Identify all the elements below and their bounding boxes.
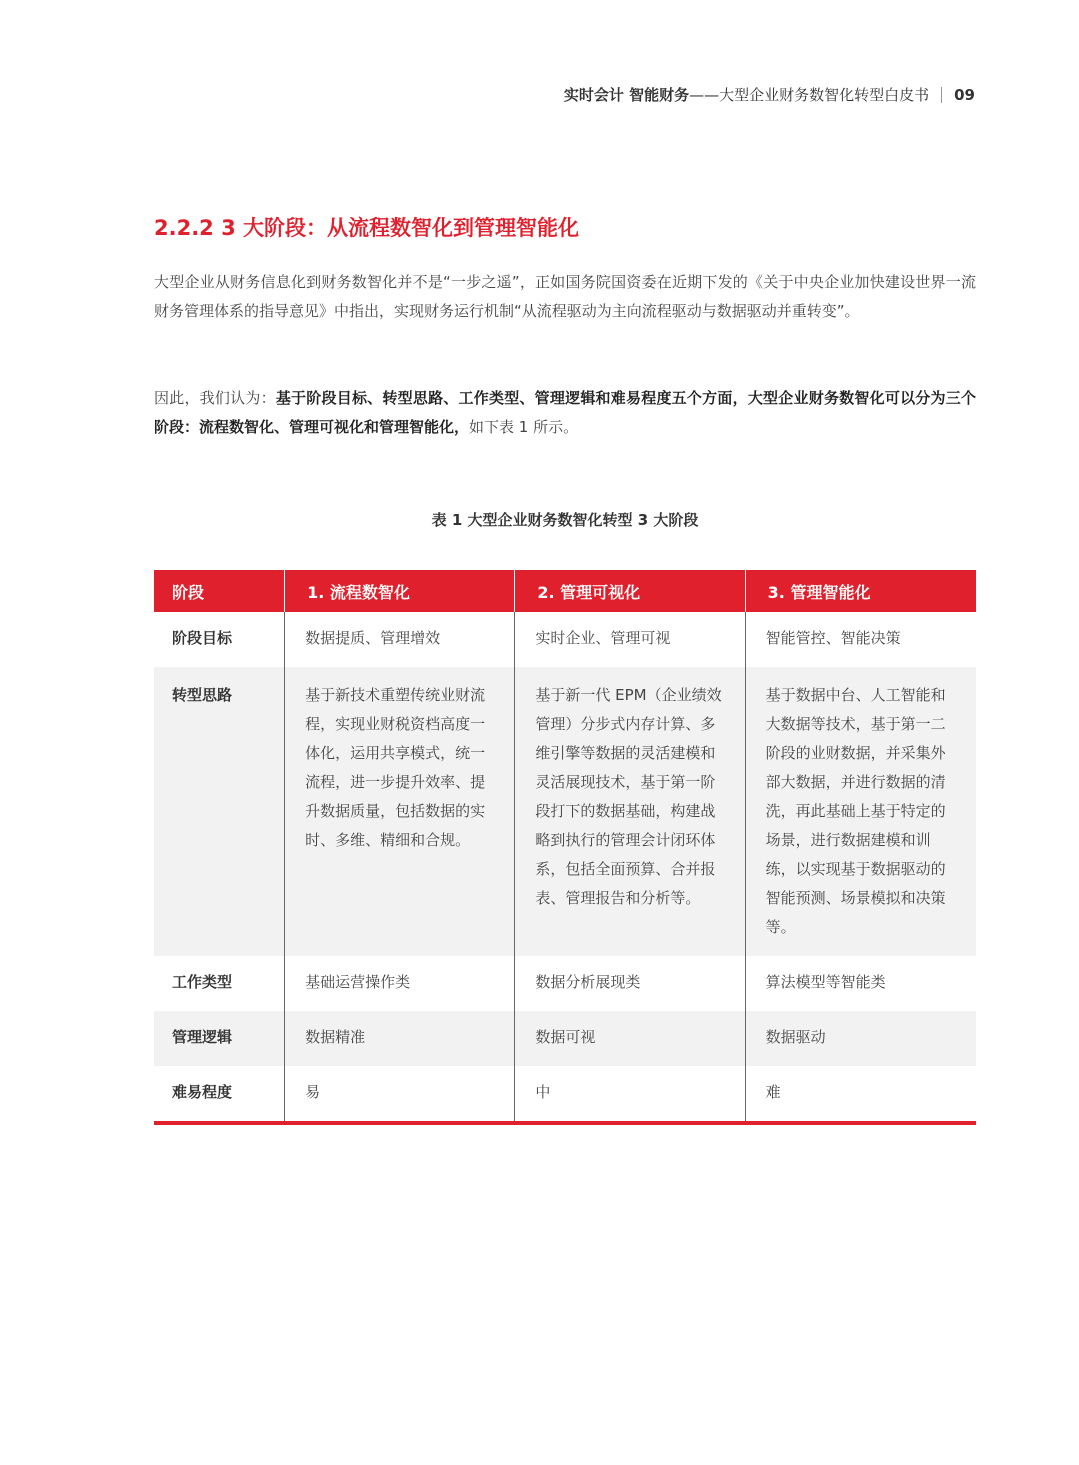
- table-header-row: [154, 570, 976, 612]
- header-process: 1. 流程数智化: [285, 570, 515, 612]
- table-cell: 数据可视: [515, 1011, 745, 1066]
- table-cell: 基于数据中台、人工智能和大数据等技术，基于第一二阶段的业财数据，并采集外部大数据，并进行数据的清洗，再此基础上基于特定的场景，进行数据建模和训练，以实现基于数据驱动的智能预测、场景模拟和决策等。: [745, 667, 976, 956]
- conclusion-suffix: 如下表 1 所示。: [469, 418, 579, 436]
- table-row: [154, 612, 976, 667]
- table-cell: 数据分析展现类: [515, 956, 745, 1011]
- header-title-rest: ——大型企业财务数智化转型白皮书: [689, 86, 930, 104]
- stages-table: [154, 570, 976, 1125]
- conclusion-prefix: 因此，我们认为：: [154, 389, 276, 407]
- table-cell: 中: [515, 1066, 745, 1123]
- row-label: 难易程度: [172, 1083, 233, 1101]
- row-label: 管理逻辑: [154, 1011, 285, 1066]
- table-cell: 数据驱动: [745, 1011, 976, 1066]
- table-cell: 易: [285, 1066, 515, 1123]
- row-label: 工作类型: [172, 973, 233, 991]
- header-visualization: 2. 管理可视化: [515, 570, 745, 612]
- table-cell: 数据精准: [285, 1011, 515, 1066]
- table-cell: 难: [745, 1066, 976, 1123]
- table-cell: 数据提质、管理增效: [285, 612, 515, 667]
- page-number: 09: [954, 86, 975, 104]
- conclusion-bold: 基于阶段目标、转型思路、工作类型、管理逻辑和难易程度五个方面，大型企业财务数智化可以分为三个阶段：流程数智化、管理可视化和管理智能化，: [154, 389, 976, 436]
- table-cell: 基础运营操作类: [285, 956, 515, 1011]
- header-intelligence: 3. 管理智能化: [745, 570, 976, 612]
- page-header: [564, 84, 975, 105]
- table-cell: 基于新一代 EPM（企业绩效管理）分步式内存计算、多维引擎等数据的灵活建模和灵活展现技术，基于第一阶段打下的数据基础，构建战略到执行的管理会计闭环体系，包括全面预算、合并报表、管理报告和分析等。: [515, 667, 745, 956]
- conclusion-paragraph: [154, 384, 976, 442]
- intro-paragraph: 大型企业从财务信息化到财务数智化并不是“一步之遥”，正如国务院国资委在近期下发的《关于中央企业加快建设世界一流财务管理体系的指导意见》中指出，实现财务运行机制“从流程驱动为主向流程驱动与数据驱动并重转变”。: [154, 273, 976, 320]
- table-caption: 表 1 大型企业财务数智化转型 3 大阶段: [431, 511, 699, 529]
- table-row: [154, 956, 976, 1011]
- table-cell: 智能管控、智能决策: [745, 612, 976, 667]
- header-divider: [941, 87, 942, 103]
- table-cell: 算法模型等智能类: [745, 956, 976, 1011]
- header-title-bold: 实时会计 智能财务: [563, 86, 690, 104]
- section-title: 2.2.2 3 大阶段：从流程数智化到管理智能化: [154, 216, 580, 240]
- table-row: [154, 667, 976, 956]
- row-label: 转型思路: [154, 667, 285, 956]
- table-cell: 基于新技术重塑传统业财流程，实现业财税资档高度一体化，运用共享模式，统一流程，进一步提升效率、提升数据质量，包括数据的实时、多维、精细和合规。: [285, 667, 515, 956]
- header-stage: 阶段: [154, 570, 285, 612]
- row-label: 阶段目标: [172, 629, 233, 647]
- table-row: [154, 1066, 976, 1123]
- table-row: [154, 1011, 976, 1066]
- table-cell: 实时企业、管理可视: [515, 612, 745, 667]
